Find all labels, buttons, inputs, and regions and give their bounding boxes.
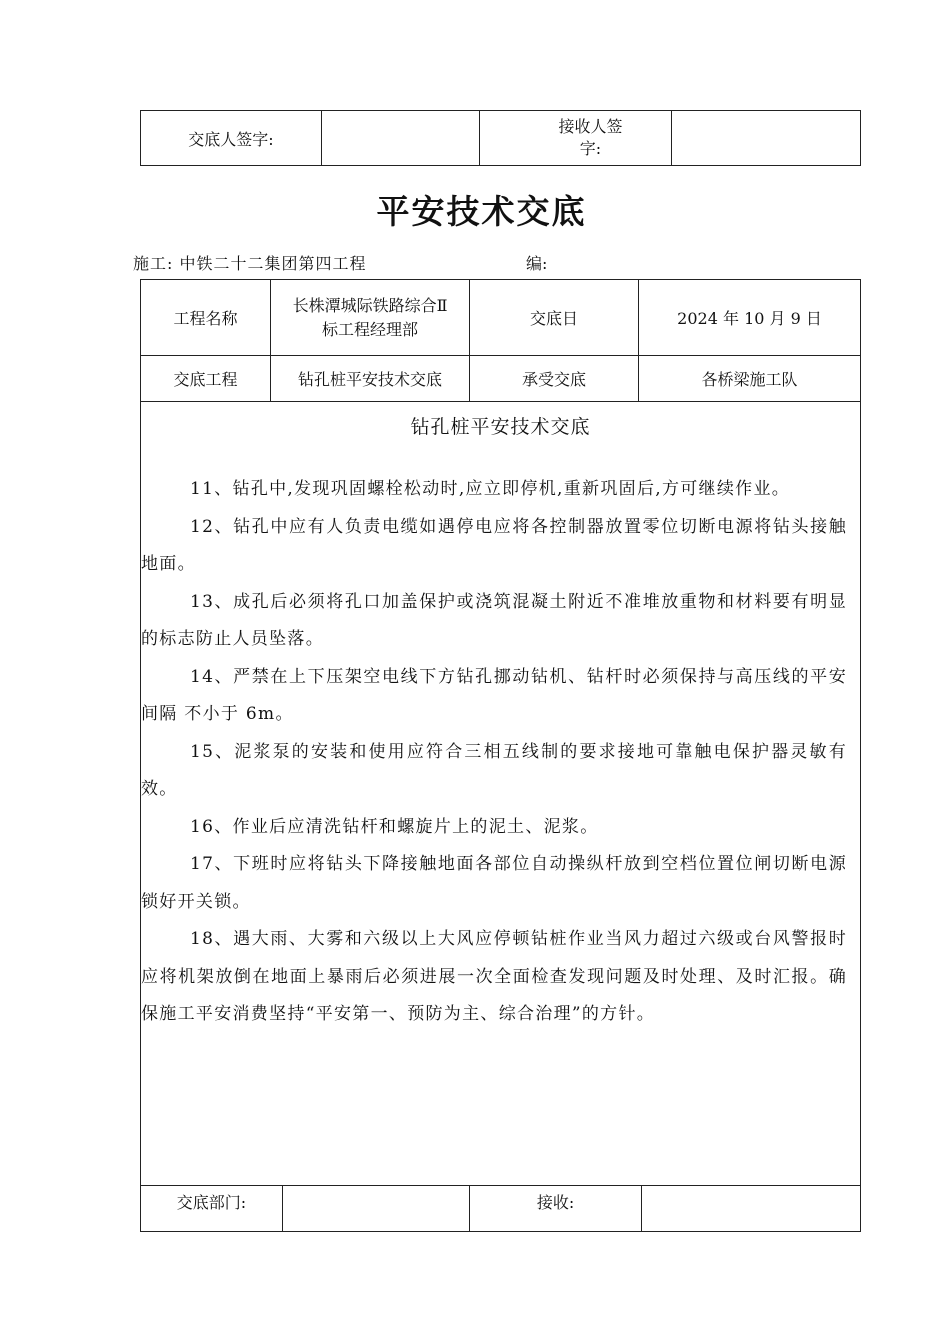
content-paragraph: 17、下班时应将钻头下降接触地面各部位自动操纵杆放到空档位置位闸切断电源锁好开关锁。 — [141, 854, 848, 912]
signature-table — [140, 110, 861, 166]
work-label: 交底工程 — [141, 356, 271, 402]
date-label: 交底日 — [470, 280, 639, 356]
content-paragraph: 13、成孔后必须将孔口加盖保护或浇筑混凝土附近不准堆放重物和材料要有明显的标志防止人员坠落。 — [141, 591, 848, 649]
receiver-signature-field[interactable] — [672, 111, 861, 166]
department-label: 交底部门: — [141, 1186, 283, 1232]
project-name-line1: 长株潭城际铁路综合Ⅱ — [292, 295, 448, 315]
handover-signature-label: 交底人签字: — [141, 111, 322, 166]
content-paragraph: 16、作业后应清洗钻杆和螺旋片上的泥土、泥浆。 — [190, 816, 599, 837]
content-paragraph: 12、钻孔中应有人负责电缆如遇停电应将各控制器放置零位切断电源将钻头接触地面。 — [141, 516, 848, 574]
receiver-signature-label-line1: 接收人签 — [558, 117, 623, 136]
content-paragraph: 11、钻孔中,发现巩固螺栓松动时,应立即停机,重新巩固后,方可继续作业。 — [190, 479, 791, 499]
department-field[interactable] — [283, 1186, 470, 1232]
receive-field[interactable] — [642, 1186, 861, 1232]
project-name-line2: 标工程经理部 — [322, 319, 419, 339]
work-value: 钻孔桩平安技术交底 — [271, 356, 470, 402]
content-body — [141, 471, 860, 1034]
content-heading: 钻孔桩平安技术交底 — [410, 416, 591, 438]
receiver-signature-label-line2: 字: — [579, 139, 602, 158]
handover-signature-field[interactable] — [322, 111, 480, 166]
receive-label: 接收: — [470, 1186, 642, 1232]
content-paragraph: 15、泥浆泵的安装和使用应符合三相五线制的要求接地可靠触电保护器灵敏有效。 — [141, 741, 848, 799]
project-name-value — [271, 280, 470, 356]
disclosure-table — [140, 279, 861, 1232]
document-code-label: 编: — [526, 254, 548, 273]
recipient-label: 承受交底 — [470, 356, 639, 402]
recipient-value: 各桥梁施工队 — [639, 356, 861, 402]
construction-unit: 施工: 中铁二十二集团第四工程 — [133, 254, 367, 273]
document-title: 平安技术交底 — [376, 192, 587, 231]
date-value: 2024 年 10 月 9 日 — [639, 280, 861, 356]
project-name-label: 工程名称 — [141, 280, 271, 356]
content-paragraph: 18、遇大雨、大雾和六级以上大风应停顿钻桩作业当风力超过六级或台风警报时应将机架放倒在地面上暴雨后必须进展一次全面检查发现问题及时处理、及时汇报。确保施工平安消费坚持“平安第一、预防为主、综合治理”的方针。 — [141, 929, 848, 1024]
content-paragraph: 14、严禁在上下压架空电线下方钻孔挪动钻机、钻杆时必须保持与高压线的平安间隔 不小于 6m。 — [141, 666, 848, 724]
receiver-signature-label — [480, 111, 672, 166]
content-cell — [141, 402, 861, 1186]
